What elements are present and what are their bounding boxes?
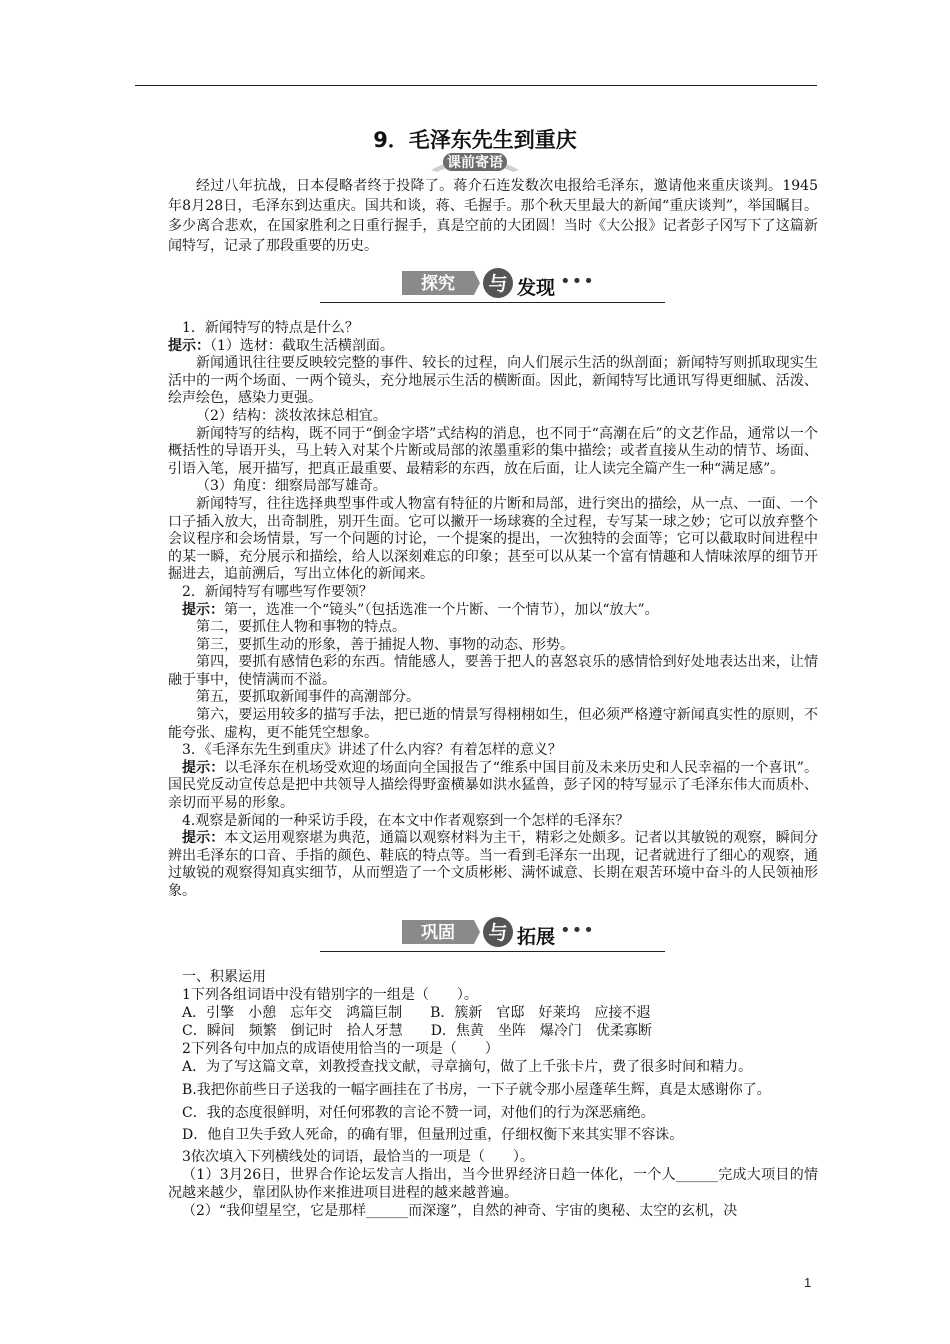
explore-content: [168, 320, 818, 901]
exercise-2-option-d: D．他自卫失手致人死命，的确有罪，但量刑过重，仔细权衡下来其实罪不容诛。: [182, 1127, 684, 1143]
section-rule: [320, 951, 665, 952]
question-2: 2．新闻特写有哪些写作要领？: [182, 583, 373, 600]
exercise-2-option-a: A．为了写这篇文章，刘教授查找文献，寻章摘句，做了上千张卡片，费了很多时间和精力。: [182, 1059, 753, 1075]
section-rule: [320, 302, 665, 303]
answer-2-6: 第六，要运用较多的描写手法，把已逝的情景写得栩栩如生，但必须严格遵守新闻真实性的原则，不能夸张、虚构，更不能凭空想象。: [168, 707, 818, 741]
exercise-2: 2下列各句中加点的成语使用恰当的一项是（ ）: [182, 1041, 499, 1057]
section-label-b: 拓展: [517, 926, 556, 948]
header-rule: [135, 85, 817, 86]
page-number: 1: [804, 1275, 812, 1290]
answer-1-3-body: 新闻特写，往往选择典型事件或人物富有特征的片断和局部，进行突出的描绘，从一点、一面、一个口子插入放大，出奇制胜，别开生面。它可以撇开一场球赛的全过程，专写某一球之妙；它可以放弃整个会议程序和会场情景，写一个问题的讨论，一个提案的提出，一次独特的会面等；它可以截取时间进程中的某一瞬，充分展示和描绘，给人以深刻难忘的印象；甚至可以从某一个富有情趣和人情味浓厚的细节开掘进去，追前溯后，写出立体化的新闻来。: [168, 495, 818, 583]
answer-2-4: 第四，要抓有感情色彩的东西。情能感人，要善于把人的喜怒哀乐的感情恰到好处地表达出来，让情融于事中，使情满而不溢。: [168, 654, 818, 688]
section-tab-icon: [398, 267, 518, 299]
exercise-2-option-c: C．我的态度很鲜明，对任何邪教的言论不赞一词，对他们的行为深恶痛绝。: [182, 1105, 655, 1121]
part-1-title: 一、积累运用: [182, 969, 266, 985]
section-label-yu: 与: [488, 922, 508, 944]
section-heading-consolidate: [320, 916, 665, 952]
answer-2-1: 提示：第一，选准一个“镜头”（包括选准一个片断、一个情节），加以“放大”。: [182, 601, 659, 618]
intro-text: 经过八年抗战，日本侵略者终于投降了。蒋介石连发数次电报给毛泽东，邀请他来重庆谈判。1945年8月28日，毛泽东到达重庆。国共和谈，蒋、毛握手。那个秋天里最大的新闻“重庆谈判”，举国瞩目。多少离合悲欢，在国家胜利之日重行握手，真是空前的大团圆！当时《大公报》记者彭子冈写下了这篇新闻特写，记录了那段重要的历史。: [168, 178, 818, 254]
badge-keqian-jiyu: [429, 150, 521, 172]
question-3: 3．《毛泽东先生到重庆》讲述了什么内容？有着怎样的意义？: [182, 742, 562, 759]
exercise-content: [168, 968, 818, 1220]
section-dots: •••: [560, 271, 595, 292]
answer-1-1: 提示：（1）选材：截取生活横剖面。: [168, 337, 394, 354]
question-4: 4.观察是新闻的一种采访手段，在本文中作者观察到一个怎样的毛泽东？: [182, 812, 630, 829]
section-label-yu: 与: [488, 273, 508, 295]
section-heading-explore: [320, 267, 665, 303]
section-label-a: 探究: [421, 274, 455, 294]
exercise-3: 3依次填入下列横线处的词语，最恰当的一项是（ ）。: [182, 1149, 534, 1165]
section-dots: •••: [560, 920, 595, 941]
question-1: 1．新闻特写的特点是什么？: [182, 320, 359, 336]
answer-1-2-body: 新闻特写的结构，既不同于“倒金字塔”式结构的消息，也不同于“高潮在后”的文艺作品，通常以一个概括性的导语开头，马上转入对某个片断或局部的浓墨重彩的集中描绘；或者直接从生动的情节、场面、引语入笔，展开描写，把真正最重要、最精彩的东西，放在后面，让人读完全篇产生一种“满足感”。: [168, 425, 818, 477]
section-tab-icon: [398, 916, 518, 948]
exercise-2-option-b: B.我把你前些日子送我的一幅字画挂在了书房，一下子就令那小屋蓬荜生辉，真是太感谢你了。: [182, 1082, 771, 1098]
exercise-1: 1下列各组词语中没有错别字的一组是（ ）。: [182, 987, 478, 1003]
section-label-b: 发现: [517, 277, 556, 299]
exercise-1-options-ab: A．引擎 小憩 忘年交 鸿篇巨制 B．簇新 官邸 好莱坞 应接不遐: [182, 1005, 651, 1021]
hint-label: 提示：: [168, 337, 210, 354]
intro-paragraph: [168, 176, 818, 256]
answer-2-5: 第五，要抓取新闻事件的高潮部分。: [196, 689, 420, 706]
answer-1-2: （2）结构：淡妆浓抹总相宜。: [196, 407, 387, 424]
answer-1-3: （3）角度：细察局部写雄奇。: [196, 478, 387, 495]
exercise-1-options-cd: C．瞬间 频繁 倒记时 拾人牙慧 D．焦黄 坐阵 爆冷门 优柔寡断: [182, 1023, 652, 1039]
hint-label: 提示：: [182, 830, 225, 847]
hint-label: 提示：: [182, 601, 224, 618]
answer-1-1-body: 新闻通讯往往要反映较完整的事件、较长的过程，向人们展示生活的纵剖面；新闻特写则抓取现实生活中的一两个场面、一两个镜头，充分地展示生活的横断面。因此，新闻特写比通讯写得更细腻、活泼、绘声绘色，感染力更强。: [168, 355, 818, 407]
page-title: 9．毛泽东先生到重庆: [373, 128, 577, 152]
answer-2-3: 第三，要抓生动的形象，善于捕捉人物、事物的动态、形势。: [196, 636, 574, 653]
badge-ribbon-icon: [429, 150, 521, 172]
section-label-a: 巩固: [421, 923, 455, 943]
answer-3: 提示：以毛泽东在机场受欢迎的场面向全国报告了“维系中国目前及未来历史和人民幸福的一个喜讯”。国民党反动宣传总是把中共领导人描绘得野蛮横暴如洪水猛兽，彭子冈的特写显示了毛泽东伟大而质朴、亲切而平易的形象。: [168, 759, 819, 812]
exercise-3-item-1: （1）3月26日，世界合作论坛发言人指出，当今世界经济日趋一体化，一个人______完成大项目的情况越来越少，靠团队协作来推进项目进程的越来越普遍。: [168, 1167, 818, 1201]
answer-2-2: 第二，要抓住人物和事物的特点。: [196, 619, 406, 636]
badge-label: 课前寄语: [447, 155, 503, 171]
exercise-3-item-2: （2）“我仰望星空，它是那样______而深邃”，自然的神奇、宇宙的奥秘、太空的玄机，决: [182, 1203, 738, 1219]
answer-4: 提示：本文运用观察堪为典范，通篇以观察材料为主干，精彩之处颇多。记者以其敏锐的观察，瞬间分辨出毛泽东的口音、手指的颜色、鞋底的特点等。当一看到毛泽东一出现，记者就进行了细心的观察，通过敏锐的观察得知真实细节，从而塑造了一个文质彬彬、满怀诚意、长期在艰苦环境中奋斗的人民领袖形象。: [168, 830, 819, 899]
hint-label: 提示：: [182, 759, 225, 776]
